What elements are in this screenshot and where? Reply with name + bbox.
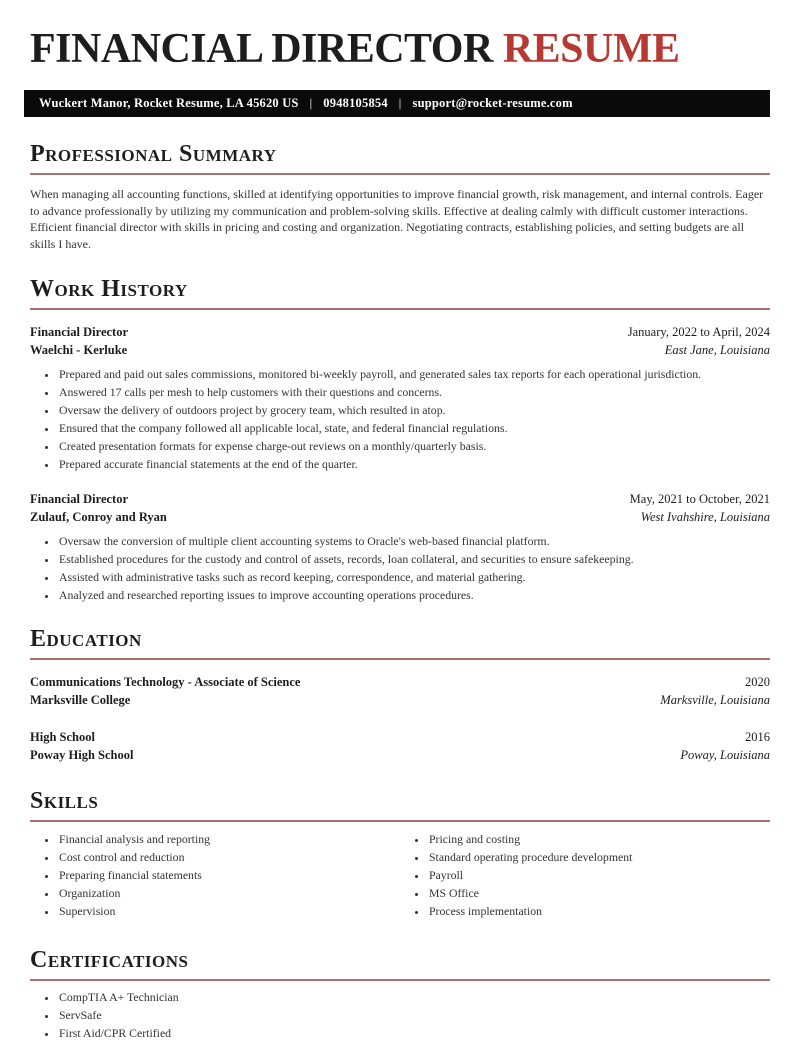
section-rule bbox=[30, 308, 770, 310]
school-location: Poway, Louisiana bbox=[680, 747, 770, 762]
job-location: East Jane, Louisiana bbox=[664, 342, 770, 357]
skill-item: • Supervision bbox=[57, 905, 400, 918]
job-title: Financial Director bbox=[30, 492, 129, 507]
education-entry bbox=[30, 674, 770, 709]
contact-address: Wuckert Manor, Rocket Resume, LA 45620 US bbox=[39, 96, 299, 111]
job-bullet-item: • Ensured that the company followed all applicable local, state, and federal financial regulations. bbox=[57, 422, 770, 435]
job-bullet-item: • Oversaw the conversion of multiple client accounting systems to Oracle's web-based financial platform. bbox=[57, 535, 770, 548]
education-degree-row bbox=[30, 729, 770, 747]
company-name: Waelchi - Kerluke bbox=[30, 342, 128, 357]
contact-separator: | bbox=[309, 96, 313, 111]
section-title-skills: Skills bbox=[30, 788, 99, 815]
skill-item: • Preparing financial statements bbox=[57, 869, 400, 882]
job-header-row bbox=[30, 491, 770, 509]
page-title-primary: FINANCIAL DIRECTOR bbox=[30, 26, 493, 72]
contact-bar bbox=[24, 90, 770, 117]
job-header-row bbox=[30, 324, 770, 342]
job-entry bbox=[30, 324, 770, 471]
job-dates: January, 2022 to April, 2024 bbox=[627, 325, 770, 340]
skills-list-left bbox=[30, 833, 400, 918]
skills-section bbox=[30, 789, 770, 923]
job-bullet-list bbox=[30, 535, 770, 602]
contact-separator: | bbox=[398, 96, 402, 111]
job-entry bbox=[30, 491, 770, 602]
skill-item: • MS Office bbox=[427, 887, 770, 900]
section-rule bbox=[30, 658, 770, 660]
job-bullet-item: • Created presentation formats for expense charge-out reviews on a monthly/quarterly basis. bbox=[57, 440, 770, 453]
contact-email: support@rocket-resume.com bbox=[412, 96, 573, 111]
professional-summary-section bbox=[30, 142, 770, 252]
job-bullet-item: • Assisted with administrative tasks such as record keeping, correspondence, and material gathering. bbox=[57, 571, 770, 584]
certifications-list bbox=[30, 991, 770, 1040]
skill-item: • Financial analysis and reporting bbox=[57, 833, 400, 846]
job-company-row bbox=[30, 342, 770, 360]
degree-name: Communications Technology - Associate of Science bbox=[30, 675, 301, 690]
degree-name: High School bbox=[30, 730, 95, 745]
certification-item: • First Aid/CPR Certified bbox=[57, 1027, 770, 1040]
job-company-row bbox=[30, 509, 770, 527]
graduation-year: 2020 bbox=[745, 675, 770, 690]
job-location: West Ivahshire, Louisiana bbox=[640, 509, 770, 524]
school-location: Marksville, Louisiana bbox=[660, 692, 770, 707]
skill-item: • Organization bbox=[57, 887, 400, 900]
skill-item: • Standard operating procedure development bbox=[427, 851, 770, 864]
skills-column-left bbox=[30, 822, 400, 923]
skill-item: • Cost control and reduction bbox=[57, 851, 400, 864]
certifications-section bbox=[30, 948, 770, 1040]
skills-list-right bbox=[400, 833, 770, 918]
job-bullet-item: • Oversaw the delivery of outdoors project by grocery team, which resulted in atop. bbox=[57, 404, 770, 417]
section-title-education: Education bbox=[30, 626, 142, 653]
job-bullet-list bbox=[30, 368, 770, 471]
company-name: Zulauf, Conroy and Ryan bbox=[30, 509, 167, 524]
education-section bbox=[30, 627, 770, 764]
section-title-work-history: Work History bbox=[30, 276, 188, 303]
job-bullet-item: • Analyzed and researched reporting issues to improve accounting operations procedures. bbox=[57, 589, 770, 602]
school-name: Poway High School bbox=[30, 747, 134, 762]
education-school-row bbox=[30, 692, 770, 710]
skill-item: • Pricing and costing bbox=[427, 833, 770, 846]
job-bullet-item: • Answered 17 calls per mesh to help customers with their questions and concerns. bbox=[57, 386, 770, 399]
resume-header bbox=[30, 27, 770, 117]
job-bullet-item: • Prepared accurate financial statements at the end of the quarter. bbox=[57, 458, 770, 471]
job-dates: May, 2021 to October, 2021 bbox=[629, 492, 770, 507]
section-title-certifications: Certifications bbox=[30, 947, 189, 974]
job-bullet-item: • Established procedures for the custody and control of assets, records, loan collateral, and securities to ensure safekeeping. bbox=[57, 553, 770, 566]
skill-item: • Process implementation bbox=[427, 905, 770, 918]
section-rule bbox=[30, 173, 770, 175]
skills-columns bbox=[30, 822, 770, 923]
skill-item: • Payroll bbox=[427, 869, 770, 882]
skills-column-right bbox=[400, 822, 770, 923]
education-entry bbox=[30, 729, 770, 764]
graduation-year: 2016 bbox=[745, 730, 770, 745]
page-title-accent: RESUME bbox=[502, 26, 680, 72]
work-history-section bbox=[30, 277, 770, 602]
education-school-row bbox=[30, 747, 770, 765]
certification-item: • CompTIA A+ Technician bbox=[57, 991, 770, 1004]
summary-text: When managing all accounting functions, skilled at identifying opportunities to improve financial growth, risk management, and internal controls. Eager to advance professionally by utilizing my communication and problem-solving skills. Effective at dealing calmly with difficult customer interactions. Efficient financial director with skills in pricing and costing and organization. Negotiating contracts, establishing policies, and setting budgets are all skills I have. bbox=[30, 187, 764, 251]
education-degree-row bbox=[30, 674, 770, 692]
job-bullet-item: • Prepared and paid out sales commissions, monitored bi-weekly payroll, and generated sales tax reports for each operational jurisdiction. bbox=[57, 368, 770, 381]
job-title: Financial Director bbox=[30, 325, 129, 340]
contact-phone: 0948105854 bbox=[323, 96, 388, 111]
certification-item: • ServSafe bbox=[57, 1009, 770, 1022]
page-title bbox=[30, 27, 770, 71]
section-title-professional-summary: Professional Summary bbox=[30, 141, 277, 168]
section-rule bbox=[30, 979, 770, 981]
school-name: Marksville College bbox=[30, 692, 131, 707]
